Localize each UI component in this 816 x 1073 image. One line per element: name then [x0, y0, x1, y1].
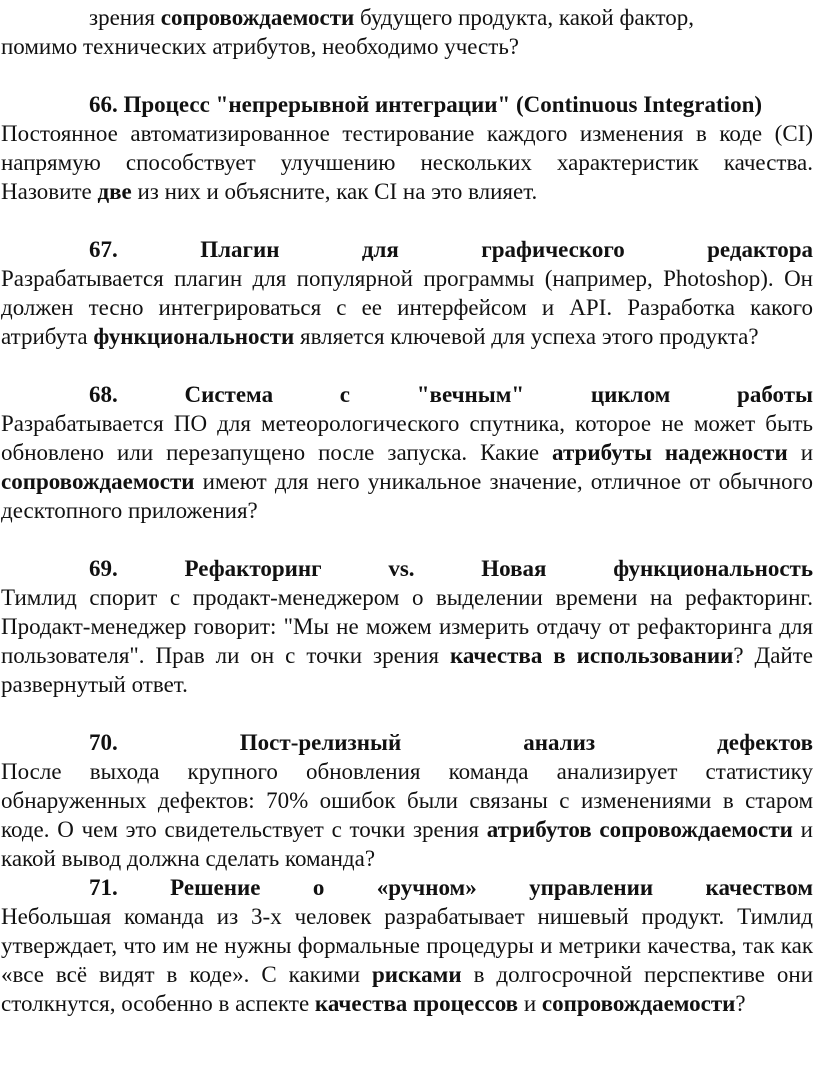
spacer: [1, 525, 813, 554]
spacer: [1, 206, 813, 235]
question-68-title-text: Система с "вечным" циклом работы: [184, 382, 813, 407]
intro-text-b: будущего продукта, какой фактор,: [360, 5, 694, 30]
question-67: [1, 235, 813, 351]
body-text: и: [787, 440, 813, 465]
question-68-number: 68.: [89, 382, 118, 407]
emphasis-text: атрибутов сопровождаемости: [486, 817, 793, 842]
question-71-title: [1, 873, 813, 902]
body-text: и: [518, 991, 542, 1016]
question-68: [1, 380, 813, 525]
question-70-title: [1, 728, 813, 757]
question-71-number: 71.: [89, 875, 118, 900]
question-69: [1, 554, 813, 699]
spacer: [1, 699, 813, 728]
question-70-title-text: Пост-релизный анализ дефектов: [239, 730, 813, 755]
body-text: и какой вывод должна сделать команда?: [1, 817, 813, 871]
question-68-body: [1, 409, 813, 525]
emphasis-text: качества процессов: [314, 991, 519, 1016]
emphasis-text: сопровождаемости: [541, 991, 736, 1016]
question-71-title-text: Решение о «ручном» управлении качеством: [170, 875, 813, 900]
question-70: [1, 728, 813, 873]
body-text: в долгосрочной перспективе они столкнутся, особенно в аспекте: [1, 962, 814, 1016]
question-69-number: 69.: [89, 556, 118, 581]
question-66-title-text: Процесс "непрерывной интеграции" (Continuous Integration): [123, 92, 763, 117]
emphasis-text: качества в использовании: [449, 643, 734, 668]
body-text: Разрабатывается ПО для метеорологического спутника, которое не может быть обновлено или перезапущено после запуска. Какие: [1, 411, 813, 465]
intro-paragraph: [1, 3, 813, 32]
question-66-number: 66.: [89, 92, 118, 117]
question-67-title: [1, 235, 813, 264]
question-68-title: [1, 380, 813, 409]
question-71: [1, 873, 813, 1018]
emphasis-text: функциональности: [93, 324, 295, 349]
question-66-title: [1, 90, 813, 119]
spacer: [1, 351, 813, 380]
body-text: Небольшая команда из 3-х человек разрабатывает нишевый продукт. Тимлид утверждает, что им не нужны формальные процедуры и метрики качества, так как «все всё видят в коде». С какими: [1, 904, 813, 987]
emphasis-text: рисками: [372, 962, 462, 987]
body-text: Тимлид спорит с продакт-менеджером о выделении времени на рефакторинг. Продакт-менеджер говорит: "Мы не можем измерить отдачу от рефакторинга для пользователя". Прав ли он с точки зрения: [1, 585, 813, 668]
question-69-title: [1, 554, 813, 583]
body-text: ?: [735, 991, 746, 1016]
question-67-body: [1, 264, 813, 351]
question-70-number: 70.: [89, 730, 118, 755]
emphasis-text: две: [97, 179, 132, 204]
question-71-body: [1, 902, 813, 1018]
question-69-body: [1, 583, 813, 699]
intro-text-a: зрения: [89, 5, 155, 30]
body-text: ? Дайте развернутый ответ.: [1, 643, 813, 697]
body-text: Разрабатывается плагин для популярной программы (например, Photoshop). Он должен тесно интегрироваться с ее интерфейсом и API. Разработка какого атрибута: [1, 266, 813, 349]
question-67-title-text: Плагин для графического редактора: [200, 237, 814, 262]
spacer: [1, 61, 813, 90]
emphasis-text: атрибуты надежности: [552, 440, 788, 465]
body-text: из них и объясните, как CI на это влияет.: [131, 179, 538, 204]
body-text: имеют для него уникальное значение, отличное от обычного десктопного приложения?: [1, 469, 813, 523]
question-66-body: [1, 119, 813, 206]
question-66: [1, 90, 813, 206]
body-text: является ключевой для успеха этого продукта?: [294, 324, 759, 349]
intro-line-2: помимо технических атрибутов, необходимо учесть?: [1, 34, 520, 59]
body-text: После выхода крупного обновления команда анализирует статистику обнаруженных дефектов: 70% ошибок были связаны с изменениями в старом коде. О чем это свидетельствует с точки зрения: [1, 759, 813, 842]
body-text: Постоянное автоматизированное тестирование каждого изменения в коде (CI) напрямую способствует улучшению нескольких характеристик качества. Назовите: [1, 121, 813, 204]
intro-bold-maintainability: сопровождаемости: [160, 5, 355, 30]
question-69-title-text: Рефакторинг vs. Новая функциональность: [184, 556, 813, 581]
question-67-number: 67.: [89, 237, 118, 262]
emphasis-text: сопровождаемости: [1, 469, 195, 494]
question-70-body: [1, 757, 813, 873]
